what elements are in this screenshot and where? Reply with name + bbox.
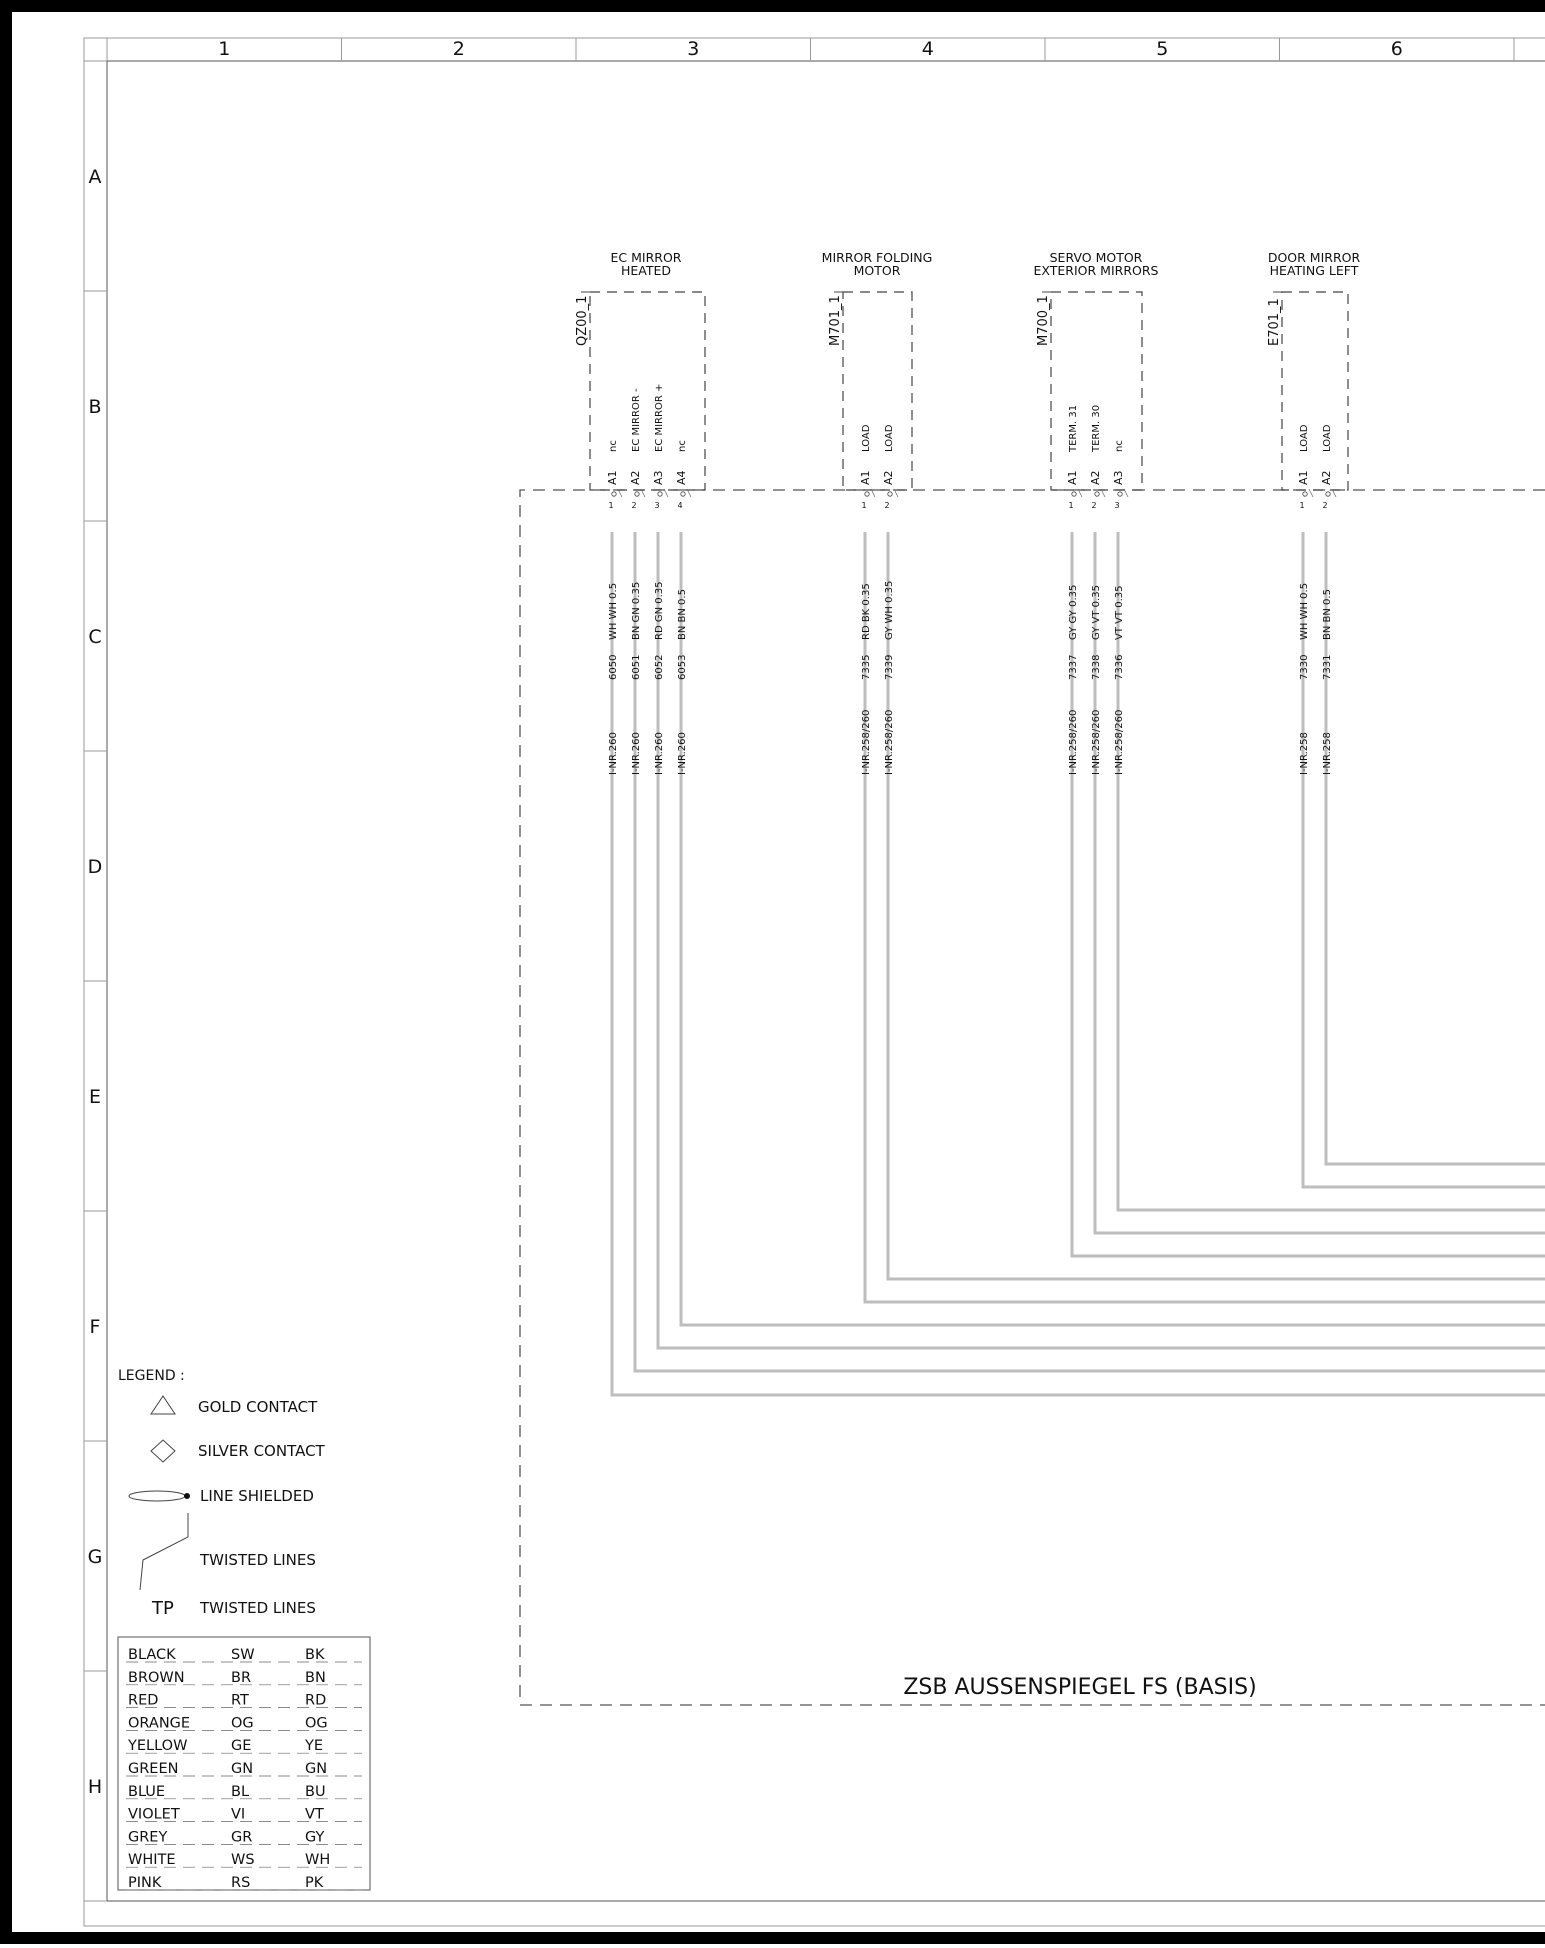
color-table-cell: VI bbox=[231, 1806, 246, 1823]
component-box bbox=[590, 292, 705, 490]
color-table-cell: GN bbox=[305, 1761, 328, 1777]
component-box bbox=[1282, 292, 1348, 490]
color-table-cell: OG bbox=[305, 1715, 328, 1732]
grid-row-label: A bbox=[88, 166, 102, 188]
color-table-cell: YELLOW bbox=[128, 1738, 188, 1755]
pin-contact bbox=[1326, 492, 1330, 496]
pin-name: A1 bbox=[606, 470, 619, 485]
grid-row-label: E bbox=[88, 1086, 102, 1108]
pin-contact bbox=[888, 492, 892, 496]
color-table-row bbox=[126, 1738, 362, 1754]
legend-item bbox=[151, 1396, 318, 1416]
color-table-cell: VT bbox=[305, 1806, 324, 1823]
color-table-row bbox=[126, 1647, 362, 1663]
pin-number: 1 bbox=[1299, 501, 1305, 510]
grid-column-label: 3 bbox=[687, 38, 700, 60]
color-table-row bbox=[126, 1852, 362, 1868]
wire-7338 bbox=[1095, 532, 1545, 1233]
wire-spec: GY WH 0.35 bbox=[884, 580, 895, 640]
color-table-cell: GY bbox=[305, 1829, 325, 1846]
grid-row-label: H bbox=[87, 1776, 103, 1798]
color-table-row bbox=[126, 1875, 362, 1891]
pin-label: nc bbox=[1114, 440, 1125, 452]
component-qz00-1 bbox=[575, 250, 705, 775]
component-m701-1 bbox=[822, 250, 933, 775]
pin-slash bbox=[664, 489, 668, 497]
color-table-cell: PK bbox=[305, 1875, 324, 1891]
color-code-table bbox=[118, 1637, 370, 1891]
wire-number: 6053 bbox=[677, 654, 688, 680]
gold-contact-triangle-icon bbox=[151, 1396, 175, 1414]
pin-label: nc bbox=[608, 440, 619, 452]
wire-inr: I-NR.260 bbox=[631, 732, 642, 775]
pin-name: A3 bbox=[652, 470, 665, 485]
assembly-label: ZSB AUSSENSPIEGEL FS (BASIS) bbox=[903, 1675, 1257, 1700]
pin-name: A1 bbox=[1066, 470, 1079, 485]
color-table-row bbox=[126, 1761, 362, 1777]
component-reference: QZ00_1 bbox=[575, 295, 590, 346]
component-title: HEATED bbox=[620, 263, 672, 278]
pin-number: 3 bbox=[1114, 501, 1120, 510]
pin-label: nc bbox=[677, 440, 688, 452]
pin-contact bbox=[1095, 492, 1099, 496]
component-box bbox=[843, 292, 912, 490]
color-table-cell: BL bbox=[231, 1783, 250, 1800]
pin-contact bbox=[681, 492, 685, 496]
grid-column-label: 5 bbox=[1156, 38, 1169, 60]
pin-number: 2 bbox=[631, 501, 637, 510]
component-box bbox=[1051, 292, 1142, 490]
pin-name: A1 bbox=[859, 470, 872, 485]
wire-inr: I-NR.260 bbox=[654, 732, 665, 775]
grid-row-label: G bbox=[87, 1546, 103, 1568]
pin-label: TERM. 31 bbox=[1068, 404, 1079, 452]
color-table-cell: RS bbox=[231, 1875, 251, 1891]
wire-number: 7330 bbox=[1299, 654, 1310, 680]
color-table-row bbox=[126, 1784, 362, 1800]
grid-column-label: 2 bbox=[452, 38, 465, 60]
wire-spec: RD BK 0.35 bbox=[861, 583, 872, 640]
wire-inr: I-NR.258 bbox=[1299, 732, 1310, 775]
wire-number: 6050 bbox=[608, 654, 619, 680]
pin-label: LOAD bbox=[861, 424, 872, 452]
wire-spec: GY VT 0.35 bbox=[1091, 585, 1102, 640]
pin-contact bbox=[1118, 492, 1122, 496]
wire-spec: GY GY 0.35 bbox=[1068, 584, 1079, 640]
pin-contact bbox=[658, 492, 662, 496]
wire-inr: I-NR.258/260 bbox=[1091, 709, 1102, 775]
pin-contact bbox=[1072, 492, 1076, 496]
wire-number: 6052 bbox=[654, 654, 665, 680]
color-table-cell: OG bbox=[231, 1715, 254, 1732]
legend-label: TWISTED LINES bbox=[200, 1599, 316, 1617]
legend-item bbox=[129, 1487, 314, 1505]
wire-inr: I-NR.260 bbox=[608, 732, 619, 775]
color-table-cell: GREEN bbox=[128, 1761, 179, 1777]
color-table-cell: BU bbox=[305, 1783, 326, 1800]
pin-number: 2 bbox=[884, 501, 890, 510]
color-table-cell: BROWN bbox=[128, 1669, 185, 1686]
wire-spec: WH WH 0.5 bbox=[608, 582, 619, 640]
wire-inr: I-NR.260 bbox=[677, 732, 688, 775]
wire-number: 7339 bbox=[884, 654, 895, 680]
grid-column-label: 4 bbox=[921, 38, 934, 60]
wire-number: 7335 bbox=[861, 654, 872, 680]
pin-name: A2 bbox=[1089, 470, 1102, 485]
component-title: EXTERIOR MIRRORS bbox=[1033, 263, 1159, 278]
color-table-cell: PINK bbox=[128, 1875, 162, 1891]
sheet-border-inner bbox=[107, 61, 1545, 1901]
color-table-row bbox=[126, 1829, 362, 1845]
legend-item bbox=[140, 1513, 316, 1590]
component-title: DOOR MIRROR bbox=[1267, 250, 1361, 265]
pin-number: 2 bbox=[1091, 501, 1097, 510]
pin-label: TERM. 30 bbox=[1091, 404, 1102, 452]
grid-column-label: 1 bbox=[218, 38, 231, 60]
pin-name: A2 bbox=[882, 470, 895, 485]
wire-number: 7331 bbox=[1322, 654, 1333, 680]
pin-label: LOAD bbox=[884, 424, 895, 452]
pin-contact bbox=[1303, 492, 1307, 496]
line-shielded-icon bbox=[129, 1491, 190, 1501]
wire-inr: I-NR.258/260 bbox=[1114, 709, 1125, 775]
color-table-cell: BK bbox=[305, 1647, 325, 1663]
pin-name: A2 bbox=[1320, 470, 1333, 485]
tp-text-icon: TP bbox=[152, 1598, 174, 1619]
color-table-cell: WS bbox=[231, 1852, 255, 1869]
wire-inr: I-NR.258/260 bbox=[1068, 709, 1079, 775]
pin-slash bbox=[1124, 489, 1128, 497]
grid-row-label: F bbox=[89, 1316, 101, 1338]
legend-label: TWISTED LINES bbox=[200, 1551, 316, 1569]
component-title: SERVO MOTOR bbox=[1049, 250, 1143, 265]
legend-label: SILVER CONTACT bbox=[198, 1442, 325, 1460]
component-title: HEATING LEFT bbox=[1269, 263, 1359, 278]
grid-column-label: 6 bbox=[1390, 38, 1403, 60]
grid-row-label: C bbox=[88, 626, 102, 648]
component-e701-1 bbox=[1267, 250, 1360, 775]
color-table-cell: WH bbox=[305, 1852, 331, 1869]
twisted-lines-icon bbox=[140, 1513, 188, 1590]
wire-inr: I-NR.258/260 bbox=[861, 709, 872, 775]
component-title: MOTOR bbox=[853, 263, 901, 278]
wire-inr: I-NR.258 bbox=[1322, 732, 1333, 775]
wire-spec: WH WH 0.5 bbox=[1299, 582, 1310, 640]
component-reference: M700_1 bbox=[1036, 295, 1051, 346]
wire-number: 7338 bbox=[1091, 654, 1102, 680]
color-table-cell: RT bbox=[231, 1692, 249, 1709]
color-table-cell: GE bbox=[231, 1738, 252, 1755]
pin-label: EC MIRROR + bbox=[654, 383, 665, 452]
wire-spec: BN BN 0.5 bbox=[677, 589, 688, 640]
color-table-row bbox=[126, 1807, 362, 1823]
wire-6053 bbox=[681, 532, 1545, 1325]
color-table-cell: RED bbox=[128, 1692, 159, 1709]
wire-7330 bbox=[1303, 532, 1545, 1187]
wire-number: 6051 bbox=[631, 654, 642, 680]
pin-number: 1 bbox=[861, 501, 867, 510]
legend-label: LINE SHIELDED bbox=[200, 1487, 314, 1505]
assembly-boundary bbox=[520, 490, 1545, 1705]
color-table-cell: YE bbox=[305, 1738, 324, 1755]
wire-7331 bbox=[1326, 532, 1545, 1164]
pin-contact bbox=[865, 492, 869, 496]
legend-item bbox=[151, 1440, 326, 1462]
color-table-cell: BN bbox=[305, 1669, 326, 1686]
wire-inr: I-NR.258/260 bbox=[884, 709, 895, 775]
component-title: EC MIRROR bbox=[610, 250, 682, 265]
color-table-cell: VIOLET bbox=[128, 1806, 180, 1823]
color-table-cell: GR bbox=[231, 1829, 253, 1846]
grid-row-label: B bbox=[88, 396, 102, 418]
pin-number: 3 bbox=[654, 501, 660, 510]
component-reference: E701_1 bbox=[1267, 298, 1282, 346]
legend-title: LEGEND : bbox=[118, 1368, 185, 1384]
color-table-cell: BLACK bbox=[128, 1647, 176, 1663]
pin-contact bbox=[612, 492, 616, 496]
color-table-cell: BLUE bbox=[128, 1783, 166, 1800]
component-reference: M701_1 bbox=[828, 295, 843, 346]
pin-name: A2 bbox=[629, 470, 642, 485]
pin-name: A3 bbox=[1112, 470, 1125, 485]
pin-number: 4 bbox=[677, 501, 683, 510]
wire-number: 7336 bbox=[1114, 654, 1125, 680]
wire-7339 bbox=[888, 532, 1545, 1279]
wire-6051 bbox=[635, 532, 1545, 1371]
color-table-cell: BR bbox=[231, 1669, 252, 1686]
color-table-cell: GREY bbox=[128, 1829, 168, 1846]
pin-label: LOAD bbox=[1322, 424, 1333, 452]
pin-number: 2 bbox=[1322, 501, 1328, 510]
color-table-cell: WHITE bbox=[128, 1852, 176, 1869]
color-table-cell: SW bbox=[231, 1647, 255, 1663]
color-table-cell: GN bbox=[231, 1761, 254, 1777]
legend-item bbox=[151, 1598, 316, 1619]
wire-spec: VT VT 0.35 bbox=[1114, 585, 1125, 640]
wire-spec: BN BN 0.5 bbox=[1322, 589, 1333, 640]
wire-spec: BN GN 0.35 bbox=[631, 581, 642, 640]
color-table-row bbox=[126, 1693, 362, 1709]
color-table-row bbox=[126, 1670, 362, 1686]
pin-number: 1 bbox=[1068, 501, 1074, 510]
wire-6052 bbox=[658, 532, 1545, 1348]
color-table-row bbox=[126, 1715, 362, 1731]
pin-slash bbox=[1309, 489, 1313, 497]
color-table-cell: RD bbox=[305, 1692, 327, 1709]
pin-name: A4 bbox=[675, 470, 688, 485]
wire-number: 7337 bbox=[1068, 654, 1079, 680]
pin-label: EC MIRROR - bbox=[631, 388, 642, 452]
legend-label: GOLD CONTACT bbox=[198, 1398, 318, 1416]
grid-row-label: D bbox=[87, 856, 103, 878]
color-table-cell: ORANGE bbox=[128, 1715, 191, 1732]
wire-spec: RD GN 0.35 bbox=[654, 581, 665, 640]
pin-label: LOAD bbox=[1299, 424, 1310, 452]
pin-number: 1 bbox=[608, 501, 614, 510]
pin-name: A1 bbox=[1297, 470, 1310, 485]
component-title: MIRROR FOLDING bbox=[821, 250, 933, 265]
silver-contact-diamond-icon bbox=[151, 1440, 175, 1462]
pin-contact bbox=[635, 492, 639, 496]
